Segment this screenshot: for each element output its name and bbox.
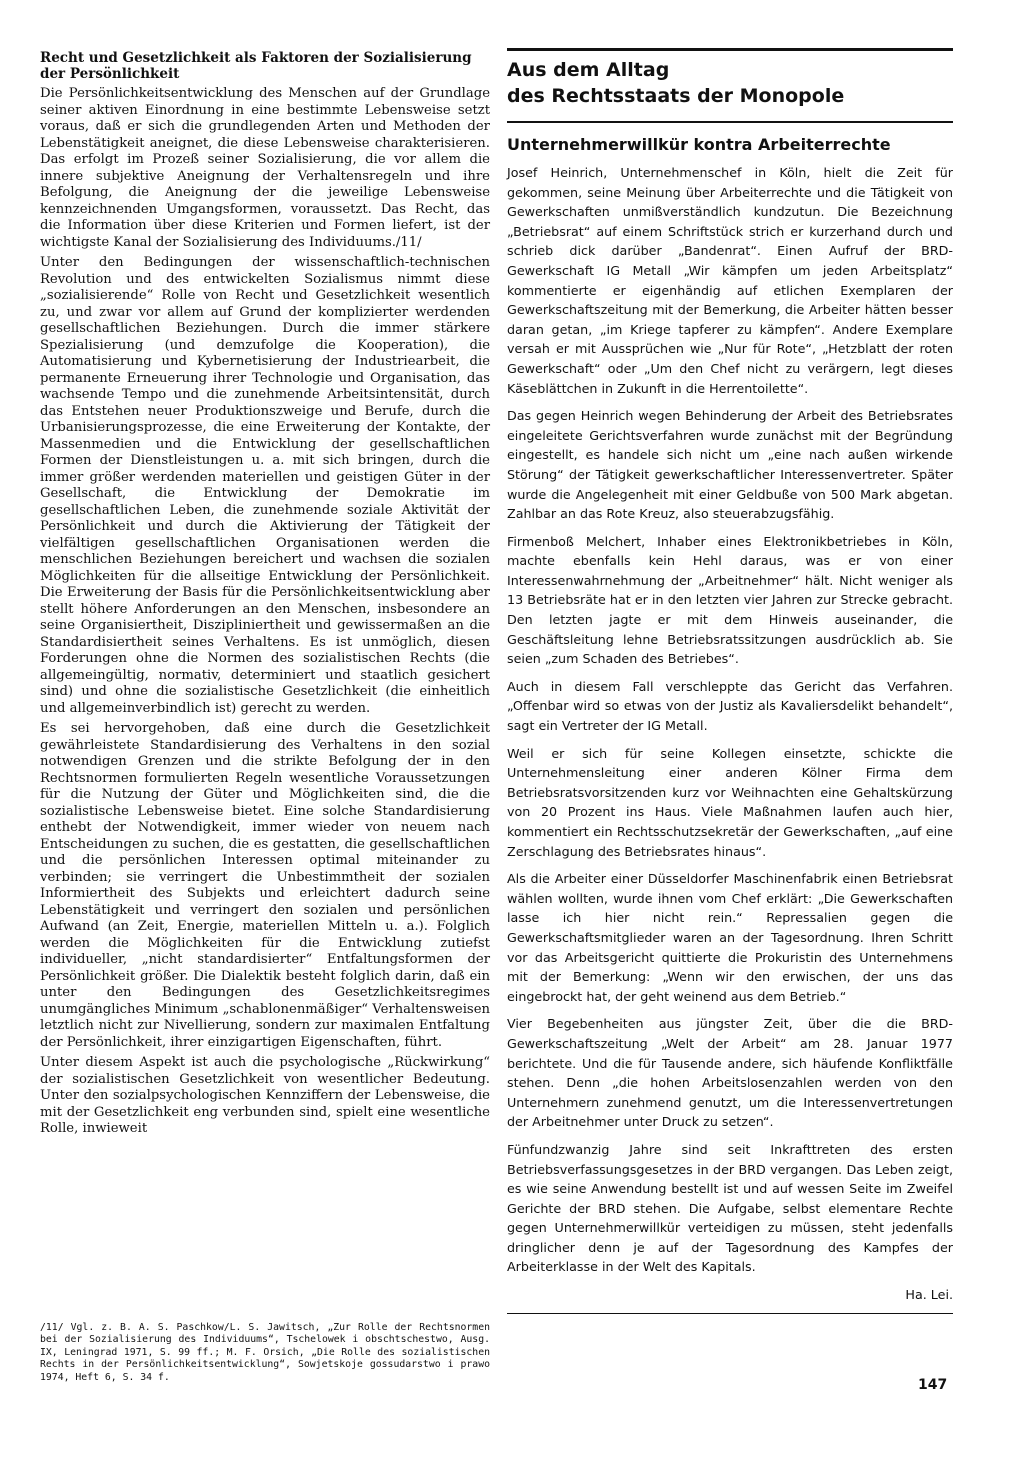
box-title [507, 57, 953, 123]
article-paragraph: Weil er sich für seine Kollegen einsetzte, schickte die Unternehmensleitung einer anderen Kölner Firma dem Betriebsratsvorsitzenden kurz vor Weihnachten eine Gehaltskürzung von 20 Prozent ins Haus. Viele Maßnahmen laufen auch hier, kommentiert ein Rechtsschutzsekretär der Gewerkschaften, „auf eine Zerschlagung des Betriebsrates hinaus“. [507, 745, 953, 859]
article-paragraph: Firmenboß Melchert, Inhaber eines Elektronikbetriebes in Köln, machte ebenfalls kein Hehl daraus, was er von einer Interessenwahrnehmung der „Arbeitnehmer“ hält. Nicht weniger als 13 Betriebsräte hat er in den letzten vier Jahren zur Strecke gebracht. Den letzten jagte er mit dem Hinweis auseinander, die Geschäftsleitung lehne Betriebsratssitzungen ausdrücklich ab. Sie seien „zum Schaden des Betriebes“. [507, 533, 953, 667]
bottom-rule [507, 1313, 953, 1315]
body-paragraph: Die Persönlichkeitsentwicklung des Menschen auf der Grundlage seiner aktiven Einordnung in eine bestimmte Lebensweise setzt voraus, daß er sich die grundlegenden Arten und Methoden der Lebenstätigkeit aneignet, die diese Lebensweise charakterisieren. Das erfolgt im Prozeß seiner Sozialisierung, die vor allem die innere subjektive Aneignung der Verhaltensregeln und ihre Befolgung, die Aneignung der die jeweilige Lebensweise kennzeichnenden Umgangsformen, voraussetzt. Das Recht, das die Information über diese Kriterien und Formen liefert, ist der wichtigste Kanal der Sozialisierung des Individuums./11/ [40, 86, 490, 250]
box-title-line: Aus dem Alltag [507, 59, 670, 81]
article-paragraph: Als die Arbeiter einer Düsseldorfer Maschinenfabrik einen Betriebsrat wählen wollten, wurde ihnen vom Chef erklärt: „Die Gewerkschaften lasse ich hier nicht rein.“ Repressalien gegen die Gewerkschaftsmitglieder waren an der Tagesordnung. Ihren Schritt vor das Arbeitsgericht quittierte die Prokuristin des Unternehmens mit der Bemerkung: „Wenn wir den erwischen, der uns das eingebrockt hat, der geht weinend aus dem Betrieb.“ [507, 871, 953, 1004]
article-paragraph: Fünfundzwanzig Jahre sind seit Inkrafttreten des ersten Betriebsverfassungsgesetzes in der BRD vergangen. Das Leben zeigt, es wie seine Anwendung bestellt ist und auf wessen Seite im Zweifel Gerichte der BRD stehen. Die Aufgabe, selbst elementare Rechte gegen Unternehmerwillkür verteidigen zu müssen, steht jedenfalls dringlicher denn je auf der Tagesordnung des Kampfes der Arbeiterklasse in der Welt des Kapitals. [507, 1141, 953, 1275]
page-number: 147 [918, 1377, 948, 1393]
footnote: /11/ Vgl. z. B. A. S. Paschkow/L. S. Jawitsch, „Zur Rolle der Rechtsnormen bei der Sozialisierung des Individuums“, Tschelowek i obschtschestwo, Ausg. IX, Leningrad 1971, S. 99 ff.; M. F. Orsich, „Die Rolle des sozialistischen Rechts in der Persönlichkeitsentwicklung“, Sowjetskoje gossudarstwo i prawo 1974, Heft 6, S. 34 f. [40, 1322, 490, 1383]
top-rule [507, 48, 953, 51]
article-paragraph: Vier Begebenheiten aus jüngster Zeit, über die die BRD-Gewerkschaftszeitung „Welt der Arbeit“ am 28. Januar 1977 berichtete. Und die für Tausende andere, sich häufende Konfliktfälle stehen. Denn „die hohen Arbeitslosenzahlen werden von den Unternehmern zunehmend genutzt, um die Interessenvertretungen der Arbeitnehmer unter Druck zu setzen“. [507, 1016, 953, 1130]
author-signature: Ha. Lei. [905, 1287, 953, 1303]
article-paragraph: Josef Heinrich, Unternehmenschef in Köln, hielt die Zeit für gekommen, seine Meinung über Arbeiterrechte und die Tätigkeit von Gewerkschaften unmißverständlich kundzutun. Die Bezeichnung „Betriebsrat“ auf einem Schriftstück strich er kurzerhand durch und schrieb dick darüber „Bandenrat“. Einen Aufruf der BRD-Gewerkschaft IG Metall „Wir kämpfen um jeden Arbeitsplatz“ kommentierte er eigenhändig auf etlichen Exemplaren der Gewerkschaftszeitung mit der Bemerkung, die Arbeiter hätten besser daran getan, „im Kriege tapferer zu kämpfen“. Andere Exemplare versah er mit Aussprüchen wie „Nur für Rote“, „Hetzblatt der roten Gewerkschaft“ oder „Um den Chef nicht zu verärgern, legt dieses Käseblättchen in Zukunft in die Herrentoilette“. [507, 165, 953, 396]
box-title-line: des Rechtsstaats der Monopole [507, 85, 845, 107]
body-paragraph: Es sei hervorgehoben, daß eine durch die Gesetzlichkeit gewährleistete Standardisierung des Verhaltens in den sozial notwendigen Grenzen und die strikte Befolgung der in den Rechtsnormen formulierten Regeln wesentliche Voraussetzungen für die Nutzung der Güter und Möglichkeiten sind, die die sozialistische Lebensweise bietet. Eine solche Standardisierung enthebt der Notwendigkeit, immer wieder von neuem nach Entscheidungen zu suchen, die es gestatten, die gesellschaftlichen und die persönlichen Interessen optimal miteinander zu verbinden; sie verringert die Unbestimmtheit der sozialen Informiertheit des Subjekts und erleichtert dadurch seine Lebenstätigkeit und verringert den sozialen und persönlichen Aufwand (an Zeit, Energie, materiellen Mitteln u. a.). Folglich werden die Möglichkeiten für die Entwicklung zutiefst individueller, „nicht standardisierter“ Entfaltungsformen der Persönlichkeit größer. Die Dialektik besteht folglich darin, daß ein unter den Bedingungen des Gesetzlichkeitsregimes unumgängliches Minimum „schablonenmäßiger“ Verhaltensweisen letztlich nicht zur Nivellierung, sondern zur maximalen Entfaltung der Persönlichkeit, ihrer einzigartigen Eigenschaften, führt. [40, 721, 490, 1050]
section-heading: Recht und Gesetzlichkeit als Faktoren der Sozialisierung der Persönlichkeit [40, 50, 472, 82]
body-paragraph: Unter den Bedingungen der wissenschaftlich-technischen Revolution und des entwickelten Sozialismus nimmt diese „sozialisierende“ Rolle von Recht und Gesetzlichkeit wesentlich zu, und zwar vor allem auf Grund der komplizierter werdenden gesellschaftlichen Beziehungen. Durch die immer stärkere Spezialisierung (und demzufolge die Kooperation), die Automatisierung und Kybernetisierung der Industriearbeit, die permanente Erneuerung ihrer Technologie und Organisation, das wachsende Tempo und die zunehmende Arbeitsintensität, durch das Entstehen neuer Produktionszweige und Berufe, durch die Urbanisierungsprozesse, die eine Erweiterung der Kontakte, der Massenmedien und die Entwicklung der gesellschaftlichen Formen der Dienstleistungen u. a. mit sich bringen, durch die immer größer werdenden materiellen und geistigen Güter in der Gesellschaft, die Entwicklung der Demokratie im gesellschaftlichen Leben, die zunehmende soziale Aktivität der Persönlichkeit und durch die Aktivierung der Tätigkeit der vielfältigen gesellschaftlichen Organisationen werden die menschlichen Beziehungen bereichert und wachsen die sozialen Möglichkeiten für die allseitige Entwicklung der Persönlichkeit. Die Erweiterung der Basis für die Persönlichkeitsentwicklung aber stellt höhere Anforderungen an den Menschen, insbesondere an seine Organisiertheit, Diszipliniertheit und gewissermaßen an die Standardisiertheit seines Verhaltens. Es ist unmöglich, diesen Forderungen ohne die Normen des sozialistischen Rechts (die allgemeingültig, normativ, determiniert und staatlich gesichert sind) und ohne die sozialistische Gesetzlichkeit (die einheitlich und allgemeinverbindlich ist) gerecht zu werden. [40, 255, 490, 716]
left-column [40, 50, 490, 1142]
article-paragraph: Auch in diesem Fall verschleppte das Gericht das Verfahren. „Offenbar wird so etwas von der Justiz als Kavaliersdelikt behandelt“, sagt ein Vertreter der IG Metall. [507, 678, 953, 734]
article-paragraph: Das gegen Heinrich wegen Behinderung der Arbeit des Betriebsrates eingeleitete Gerichtsverfahren wurde zunächst mit der Begründung eingestellt, es handele sich nicht um „eine nach außen wirkende Störung“ der Tätigkeit gewerkschaftlicher Interessenvertreter. Später wurde die Angelegenheit mit einer Geldbuße von 500 Mark abgetan. Zahlbar an das Rote Kreuz, also steuerabzugsfähig. [507, 408, 953, 522]
right-column-box [507, 48, 953, 1314]
body-paragraph: Unter diesem Aspekt ist auch die psychologische „Rückwirkung“ der sozialistischen Gesetzlichkeit von wesentlicher Bedeutung. Unter den sozialpsychologischen Kennziffern der Lebensweise, die mit der Gesetzlichkeit eng verbunden sind, spielt eine wesentliche Rolle, inwieweit [40, 1055, 490, 1136]
article-subtitle: Unternehmerwillkür kontra Arbeiterrechte [507, 135, 891, 154]
